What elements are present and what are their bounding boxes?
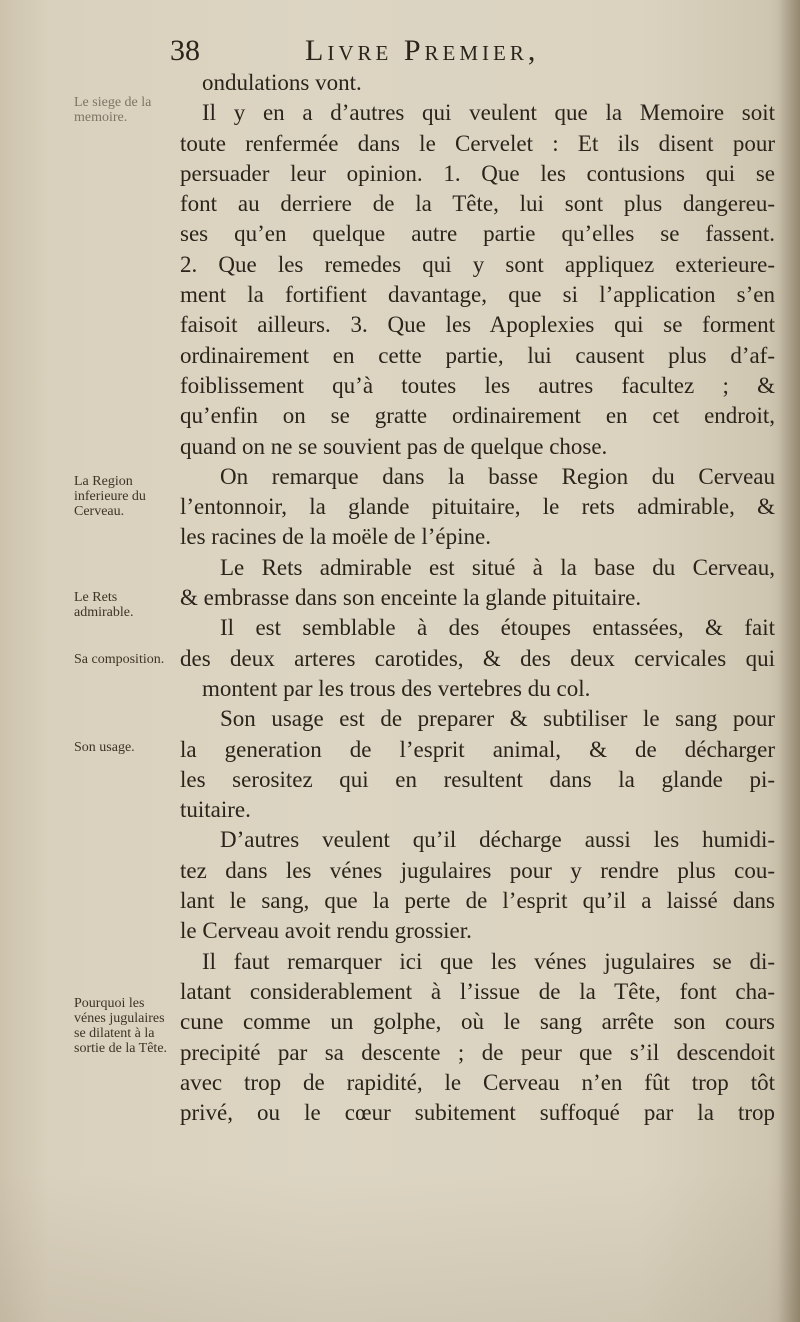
text-line: les racines de la moële de l’épine. xyxy=(180,524,491,550)
text-line: Il est semblable à des étoupes entassées, & fait xyxy=(220,615,775,641)
text-line: toute renfermée dans le Cervelet : Et ils disent pour xyxy=(180,130,775,156)
margin-note-rets-admirable: Le Rets admirable. xyxy=(74,590,134,620)
running-title: Livre Premier, xyxy=(305,34,540,67)
text-line: foiblissement qu’à toutes les autres facultez ; & xyxy=(180,372,775,398)
text-line: Le Rets admirable est situé à la base du Cerveau, xyxy=(220,554,775,580)
body-text xyxy=(180,68,775,1128)
text-line: l’entonnoir, la glande pituitaire, le rets admirable, & xyxy=(180,494,775,520)
text-line: Il y en a d’autres qui veulent que la Memoire soit xyxy=(202,100,775,126)
text-line: ment la fortifient davantage, que si l’application s’en xyxy=(180,282,775,308)
text-line: font au derriere de la Tête, lui sont plus dangereu- xyxy=(180,191,775,217)
text-line: latant considerablement à l’issue de la Tête, font cha- xyxy=(180,978,775,1004)
text-line: les serositez qui en resultent dans la glande pi- xyxy=(180,766,775,792)
text-line: qu’enfin on se gratte ordinairement en cet endroit, xyxy=(180,403,775,429)
margin-note-composition: Sa composition. xyxy=(74,652,165,667)
margin-note-memoire: Le siege de la memoire. xyxy=(74,95,152,125)
text-line: des deux arteres carotides, & des deux cervicales qui xyxy=(180,645,775,671)
text-line: tez dans les vénes jugulaires pour y rendre plus cou- xyxy=(180,857,775,883)
text-line: tuitaire. xyxy=(180,797,251,823)
text-line: ondulations vont. xyxy=(202,70,362,95)
text-line: Il faut remarquer ici que les vénes jugulaires se di- xyxy=(202,948,775,974)
text-line: persuader leur opinion. 1. Que les contusions qui se xyxy=(180,160,775,186)
text-line: le Cerveau avoit rendu grossier. xyxy=(180,918,472,944)
page-number: 38 xyxy=(170,34,200,67)
text-line: la generation de l’esprit animal, & de décharger xyxy=(180,736,775,762)
text-line: cune comme un golphe, où le sang arrête son cours xyxy=(180,1009,775,1035)
text-line: 2. Que les remedes qui y sont appliquez exterieure- xyxy=(180,251,775,277)
text-line: D’autres veulent qu’il décharge aussi les humidi- xyxy=(220,827,775,853)
text-line: montent par les trous des vertebres du col. xyxy=(202,675,591,701)
text-line: ses qu’en quelque autre partie qu’elles se fassent. xyxy=(180,221,775,247)
page-bottom-tone xyxy=(0,1172,800,1322)
text-line: Son usage est de preparer & subtiliser le sang pour xyxy=(220,706,775,732)
text-line: & embrasse dans son enceinte la glande pituitaire. xyxy=(180,585,642,611)
text-line: faisoit ailleurs. 3. Que les Apoplexies qui se forment xyxy=(180,312,775,338)
text-line: lant le sang, que la perte de l’esprit qu’il a laissé dans xyxy=(180,888,775,914)
text-line: On remarque dans la basse Region du Cerveau xyxy=(220,463,775,489)
text-line: precipité par sa descente ; de peur que s’il descendoit xyxy=(180,1039,775,1065)
margin-note-usage: Son usage. xyxy=(74,740,135,755)
margin-note-region-inferieure: La Region inferieure du Cerveau. xyxy=(74,474,146,519)
margin-note-venes-jugulaires: Pourquoi les vénes jugulaires se dilatent à la sortie de la Tête. xyxy=(74,996,168,1056)
text-line: avec trop de rapidité, le Cerveau n’en fût trop tôt xyxy=(180,1069,775,1095)
page-gutter-shadow xyxy=(778,0,800,1322)
page-header xyxy=(0,30,800,72)
text-line: ordinairement en cette partie, lui causent plus d’af- xyxy=(180,342,775,368)
text-line: privé, ou le cœur subitement suffoqué par la trop xyxy=(180,1100,775,1126)
text-line: quand on ne se souvient pas de quelque chose. xyxy=(180,433,608,459)
